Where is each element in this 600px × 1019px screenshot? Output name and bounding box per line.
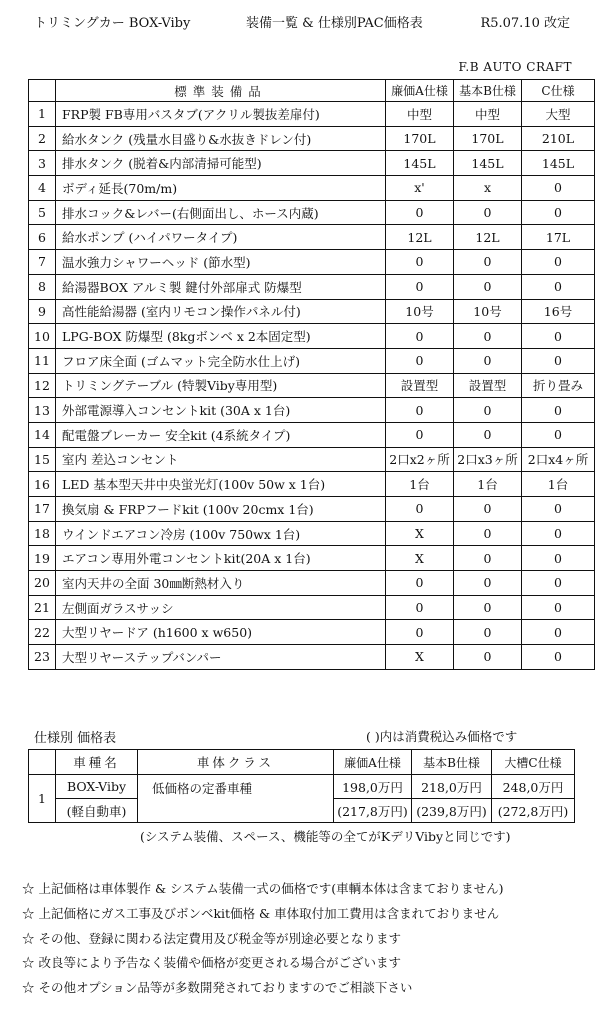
- spec-a-value: 0: [386, 324, 454, 349]
- model-subtype: (軽自動車): [56, 799, 138, 823]
- spec-c-value: 0: [522, 250, 595, 275]
- row-number: 23: [29, 645, 56, 670]
- spec-a-value: 0: [386, 497, 454, 522]
- item-name: FRP製 FB専用バスタブ(アクリル製抜差扉付): [56, 102, 386, 127]
- equipment-row: [29, 274, 595, 299]
- spec-a-value: X: [386, 546, 454, 571]
- note-item: ☆ 改良等により予告なく装備や価格が変更される場合がございます: [22, 955, 401, 971]
- spec-c-value: 0: [522, 200, 595, 225]
- spec-c-value: 0: [522, 422, 595, 447]
- spec-b-value: 0: [454, 521, 522, 546]
- spec-b-value: 0: [454, 645, 522, 670]
- equipment-row: [29, 422, 595, 447]
- item-name: ウインドエアコン冷房 (100v 750wx 1台): [56, 521, 386, 546]
- spec-a-value: X: [386, 521, 454, 546]
- spec-b-value: 1台: [454, 472, 522, 497]
- row-number: 5: [29, 200, 56, 225]
- item-name: 大型リヤードア (h1600 x w650): [56, 620, 386, 645]
- row-number: 14: [29, 422, 56, 447]
- spec-c-value: 0: [522, 571, 595, 596]
- row-number: 17: [29, 497, 56, 522]
- spec-c-value: 210L: [522, 126, 595, 151]
- spec-a-value: 0: [386, 571, 454, 596]
- spec-a-value: 1台: [386, 472, 454, 497]
- header-spec-a: 廉価A仕様: [386, 80, 454, 102]
- equipment-row: [29, 447, 595, 472]
- spec-a-value: 0: [386, 595, 454, 620]
- item-name: 排水タンク (脱着&内部清掃可能型): [56, 151, 386, 176]
- row-number: 15: [29, 447, 56, 472]
- row-number: 10: [29, 324, 56, 349]
- price-a-tax: (217,8万円): [334, 799, 412, 823]
- vehicle-class: 低価格の定番車種: [138, 775, 334, 823]
- spec-c-value: 折り畳み: [522, 373, 595, 398]
- price-header-no: [29, 750, 56, 775]
- note-item: ☆ 上記価格は車体製作 & システム装備一式の価格です(車輌本体は含まておりません): [22, 881, 504, 896]
- spec-b-value: 0: [454, 200, 522, 225]
- spec-a-value: 10号: [386, 299, 454, 324]
- price-header-a: 廉価A仕様: [334, 750, 412, 775]
- tax-note: ( )内は消費税込み価格です: [366, 729, 518, 744]
- spec-a-value: 0: [386, 398, 454, 423]
- spec-c-value: 0: [522, 595, 595, 620]
- equipment-row: [29, 225, 595, 250]
- row-number: 4: [29, 176, 56, 201]
- doc-subtitle: 装備一覧 & 仕様別PAC価格表: [246, 16, 423, 31]
- spec-b-value: 0: [454, 571, 522, 596]
- equipment-row: [29, 521, 595, 546]
- note-item: ☆ 上記価格にガス工事及びボンベkit価格 & 車体取付加工費用は含まれておりません: [22, 905, 500, 921]
- price-table-title: 仕様別 価格表: [34, 731, 117, 746]
- item-name: LED 基本型天井中央蛍光灯(100v 50w x 1台): [56, 472, 386, 497]
- item-name: 大型リヤーステップバンパー: [56, 645, 386, 670]
- price-header-model: 車種名: [56, 750, 138, 775]
- equipment-header-row: [29, 80, 595, 102]
- header-spec-b: 基本B仕様: [454, 80, 522, 102]
- maker-name: F.B AUTO CRAFT: [458, 60, 572, 74]
- doc-title: トリミングカー BOX-Viby: [34, 16, 191, 31]
- header-spec-c: C仕様: [522, 80, 595, 102]
- spec-a-value: 0: [386, 250, 454, 275]
- spec-b-value: 0: [454, 497, 522, 522]
- equipment-row: [29, 571, 595, 596]
- spec-c-value: 0: [522, 348, 595, 373]
- notes-list: [22, 877, 504, 1001]
- equipment-row: [29, 151, 595, 176]
- item-name: 給水タンク (残量水目盛り&水抜きドレン付): [56, 126, 386, 151]
- spec-c-value: 0: [522, 324, 595, 349]
- spec-a-value: 0: [386, 422, 454, 447]
- equipment-row: [29, 472, 595, 497]
- item-name: フロア床全面 (ゴムマット完全防水仕上げ): [56, 348, 386, 373]
- row-number: 6: [29, 225, 56, 250]
- header-no: [29, 80, 56, 102]
- item-name: LPG-BOX 防爆型 (8kgボンベ x 2本固定型): [56, 324, 386, 349]
- spec-b-value: 中型: [454, 102, 522, 127]
- spec-b-value: 0: [454, 398, 522, 423]
- spec-c-value: 1台: [522, 472, 595, 497]
- spec-b-value: 0: [454, 546, 522, 571]
- equipment-row: [29, 373, 595, 398]
- revision-date: R5.07.10 改定: [480, 16, 570, 31]
- spec-b-value: 10号: [454, 299, 522, 324]
- spec-c-value: 0: [522, 546, 595, 571]
- equipment-row: [29, 250, 595, 275]
- spec-b-value: 12L: [454, 225, 522, 250]
- header-item: 標準装備品: [56, 80, 386, 102]
- spec-b-value: 0: [454, 324, 522, 349]
- note-item: ☆ その他オプション品等が多数開発されておりますのでご相談下さい: [22, 980, 413, 996]
- spec-c-value: 大型: [522, 102, 595, 127]
- item-name: エアコン専用外電コンセントkit(20A x 1台): [56, 546, 386, 571]
- spec-b-value: 2口x3ヶ所: [454, 447, 522, 472]
- model-name: BOX-Viby: [56, 775, 138, 799]
- row-number: 16: [29, 472, 56, 497]
- price-header-class: 車体クラス: [138, 750, 334, 775]
- spec-b-value: 設置型: [454, 373, 522, 398]
- row-number: 19: [29, 546, 56, 571]
- spec-c-value: 0: [522, 645, 595, 670]
- row-number: 21: [29, 595, 56, 620]
- spec-a-value: 2口x2ヶ所: [386, 447, 454, 472]
- item-name: 室内天井の全面 30㎜断熱材入り: [56, 571, 386, 596]
- spec-a-value: 0: [386, 620, 454, 645]
- spec-c-value: 0: [522, 620, 595, 645]
- price-c-tax: (272,8万円): [492, 799, 575, 823]
- equipment-row: [29, 398, 595, 423]
- equipment-row: [29, 126, 595, 151]
- item-name: 室内 差込コンセント: [56, 447, 386, 472]
- spec-a-value: 設置型: [386, 373, 454, 398]
- spec-c-value: 0: [522, 274, 595, 299]
- row-number: 1: [29, 102, 56, 127]
- spec-a-value: x': [386, 176, 454, 201]
- price-header-row: [29, 750, 575, 775]
- item-name: 温水強力シャワーヘッド (節水型): [56, 250, 386, 275]
- spec-c-value: 17L: [522, 225, 595, 250]
- system-note: (システム装備、スペース、機能等の全てがKデリVibyと同じです): [140, 829, 511, 844]
- equipment-row: [29, 595, 595, 620]
- item-name: 給水ポンプ (ハイパワータイプ): [56, 225, 386, 250]
- spec-c-value: 0: [522, 176, 595, 201]
- equipment-row: [29, 200, 595, 225]
- spec-b-value: 0: [454, 422, 522, 447]
- price-a: 198,0万円: [334, 775, 412, 799]
- row-number: 22: [29, 620, 56, 645]
- row-number: 9: [29, 299, 56, 324]
- item-name: 配電盤ブレーカー 安全kit (4系統タイプ): [56, 422, 386, 447]
- spec-b-value: 0: [454, 595, 522, 620]
- equipment-row: [29, 546, 595, 571]
- price-row: [29, 775, 575, 799]
- item-name: 外部電源導入コンセントkit (30A x 1台): [56, 398, 386, 423]
- spec-b-value: 0: [454, 348, 522, 373]
- row-number: 7: [29, 250, 56, 275]
- row-number: 13: [29, 398, 56, 423]
- spec-a-value: 中型: [386, 102, 454, 127]
- row-number: 11: [29, 348, 56, 373]
- item-name: 給湯器BOX アルミ製 鍵付外部扉式 防爆型: [56, 274, 386, 299]
- spec-a-value: 170L: [386, 126, 454, 151]
- equipment-row: [29, 176, 595, 201]
- note-item: ☆ その他、登録に関わる法定費用及び税金等が別途必要となります: [22, 930, 401, 946]
- item-name: 左側面ガラスサッシ: [56, 595, 386, 620]
- equipment-row: [29, 102, 595, 127]
- row-number: 2: [29, 126, 56, 151]
- spec-b-value: 170L: [454, 126, 522, 151]
- row-number: 20: [29, 571, 56, 596]
- spec-c-value: 16号: [522, 299, 595, 324]
- spec-b-value: 145L: [454, 151, 522, 176]
- item-name: 排水コック&レバー(右側面出し、ホース内蔵): [56, 200, 386, 225]
- equipment-row: [29, 645, 595, 670]
- price-row-no: 1: [29, 775, 56, 823]
- spec-c-value: 0: [522, 398, 595, 423]
- spec-c-value: 145L: [522, 151, 595, 176]
- spec-a-value: 12L: [386, 225, 454, 250]
- item-name: ボディ延長(70m/m): [56, 176, 386, 201]
- price-header-c: 大槽C仕様: [492, 750, 575, 775]
- price-c: 248,0万円: [492, 775, 575, 799]
- item-name: 換気扇 & FRPフードkit (100v 20cmx 1台): [56, 497, 386, 522]
- price-header-b: 基本B仕様: [412, 750, 492, 775]
- row-number: 8: [29, 274, 56, 299]
- item-name: トリミングテーブル (特製Viby専用型): [56, 373, 386, 398]
- spec-a-value: 145L: [386, 151, 454, 176]
- row-number: 18: [29, 521, 56, 546]
- spec-c-value: 0: [522, 497, 595, 522]
- price-b-tax: (239,8万円): [412, 799, 492, 823]
- spec-b-value: x: [454, 176, 522, 201]
- spec-a-value: X: [386, 645, 454, 670]
- spec-a-value: 0: [386, 200, 454, 225]
- price-table: [28, 749, 575, 823]
- equipment-row: [29, 620, 595, 645]
- spec-a-value: 0: [386, 348, 454, 373]
- equipment-table: [28, 79, 595, 670]
- equipment-row: [29, 497, 595, 522]
- equipment-row: [29, 299, 595, 324]
- row-number: 3: [29, 151, 56, 176]
- spec-b-value: 0: [454, 620, 522, 645]
- spec-a-value: 0: [386, 274, 454, 299]
- spec-b-value: 0: [454, 250, 522, 275]
- equipment-row: [29, 324, 595, 349]
- row-number: 12: [29, 373, 56, 398]
- equipment-row: [29, 348, 595, 373]
- spec-b-value: 0: [454, 274, 522, 299]
- price-b: 218,0万円: [412, 775, 492, 799]
- item-name: 高性能給湯器 (室内リモコン操作パネル付): [56, 299, 386, 324]
- spec-c-value: 0: [522, 521, 595, 546]
- spec-c-value: 2口x4ヶ所: [522, 447, 595, 472]
